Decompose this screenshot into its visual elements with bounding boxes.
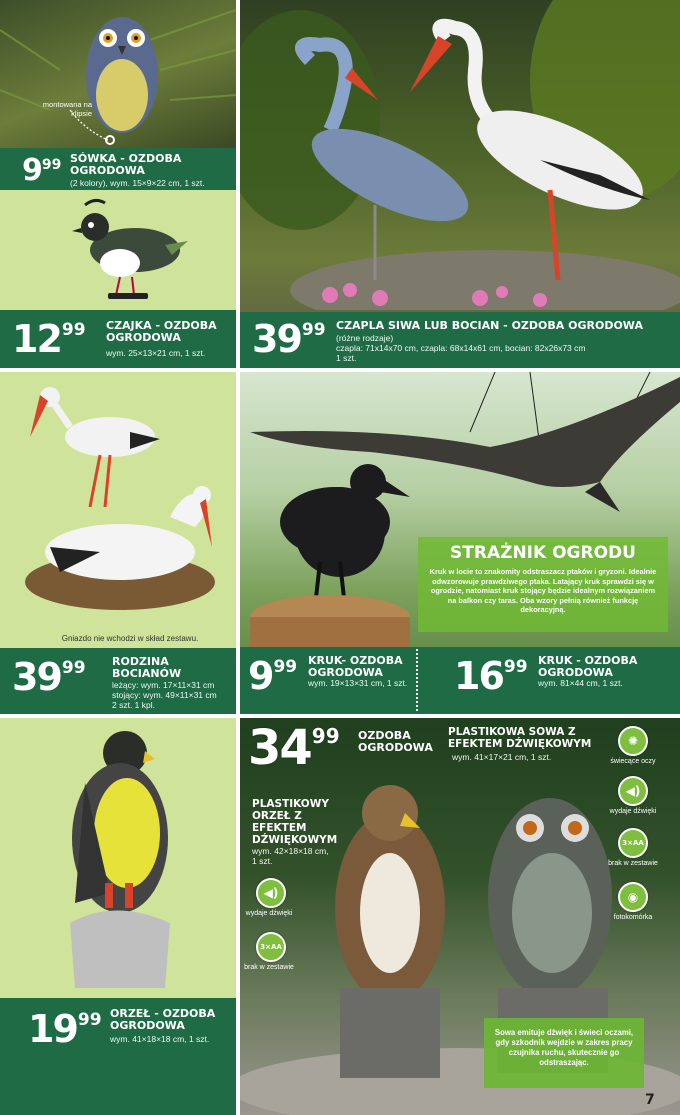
product-desc: wym. 41×18×18 cm, 1 szt. (110, 1034, 210, 1044)
price-band (0, 310, 236, 368)
product-title-crow: KRUK- OZDOBA OGRODOWA (308, 654, 403, 679)
price-main: 16 (454, 654, 503, 698)
price-main: 39 (12, 655, 61, 699)
product-desc-crow: wym. 19×13×31 cm, 1 szt. (308, 678, 408, 688)
price-cents: 99 (503, 657, 528, 677)
owl-title: PLASTIKOWA SOWA Z EFEKTEM DŹWIĘKOWYM (448, 726, 592, 750)
eagle-sound-qty: 1 szt. (252, 856, 273, 866)
price-main: 39 (252, 317, 301, 361)
price-cents: 99 (301, 320, 326, 340)
eagle-sound-label: wydaje dźwięki (245, 910, 293, 917)
owl-feature-label-photocell: fotokomórka (613, 914, 653, 921)
sound-note-text: Sowa emituje dźwięk i świeci oczami, gdy szkodnik wejdzie w zakres pracy czujnika ruchu, skutecznie go odstraszając. (494, 1028, 634, 1067)
product-desc-variants: (różne rodzaje) (336, 333, 394, 343)
product-desc: wym. 25×13×21 cm, 1 szt. (106, 348, 206, 358)
lapwing-image (60, 195, 190, 310)
product-title: CZAPLA SIWA LUB BOCIAN - OZDOBA OGRODOWA (336, 319, 643, 332)
price-band (0, 998, 236, 1115)
price-cents: 99 (311, 724, 340, 748)
eagle-sound-title: PLASTIKOWY ORZEŁ Z EFEKTEM DŹWIĘKOWYM (252, 798, 338, 846)
price-main: 19 (28, 1007, 77, 1051)
product-title: ORZEŁ - OZDOBA OGRODOWA (110, 1007, 216, 1032)
product-desc-lying: leżący: wym. 17×11×31 cm (112, 680, 215, 690)
product-title: OZDOBA OGRODOWA (358, 729, 433, 754)
product-title-crow-flying: KRUK - OZDOBA OGRODOWA (538, 654, 638, 679)
divider (416, 649, 418, 711)
owl-desc: wym. 41×17×21 cm, 1 szt. (452, 752, 552, 762)
price-cents: 99 (61, 658, 86, 678)
price-cents: 99 (61, 320, 86, 340)
eagle-battery-icon (256, 932, 286, 962)
guardian-heading: STRAŻNIK OGRODU (450, 543, 636, 563)
bulb-icon: ✺ (618, 726, 648, 756)
photocell-icon: ◉ (618, 882, 648, 912)
product-desc: (2 kolory), wym. 15×9×22 cm, 1 szt. (70, 178, 205, 188)
sound-note-box (484, 1018, 644, 1088)
price (252, 317, 326, 361)
product-desc-qty: 1 szt. (336, 353, 357, 363)
price-main: 34 (248, 720, 311, 776)
owl-feature-label-sound: wydaje dźwięki (609, 808, 657, 815)
eagle-battery-label: brak w zestawie (244, 964, 294, 971)
product-title: RODZINA BOCIANÓW (112, 655, 182, 680)
panel-heron-stork (240, 0, 680, 368)
battery-icon (618, 828, 648, 858)
product-title: CZAJKA - OZDOBA OGRODOWA (106, 319, 217, 344)
price-band (240, 647, 680, 714)
panel-stork-family (0, 372, 236, 714)
owl-feature-label-glow: świecące oczy (610, 758, 656, 765)
owl-small-image (0, 0, 236, 150)
eagle-sound-desc: wym. 42×18×18 cm, (252, 846, 329, 856)
stork-family-image (10, 377, 225, 627)
guardian-box (418, 537, 668, 632)
eagle-sound-icon: ◀) (256, 878, 286, 908)
product-desc-qty: 2 szt. 1 kpl. (112, 700, 155, 710)
price (22, 153, 62, 188)
nest-caption: Gniazdo nie wchodzi w skład zestawu. (61, 634, 199, 643)
price (248, 720, 340, 776)
owl-feature-label-battery: brak w zestawie (608, 860, 658, 867)
price-main: 9 (248, 654, 273, 698)
price (12, 317, 86, 361)
eagle-image (55, 723, 185, 998)
panel-crows (240, 372, 680, 714)
page-number: 7 (645, 1092, 655, 1108)
price-cents: 99 (77, 1010, 102, 1030)
price-crow (248, 654, 298, 698)
battery-text: 3×AA (260, 943, 282, 951)
panel-owl-small (0, 0, 236, 190)
price (12, 655, 86, 699)
price-band (240, 312, 680, 368)
price-crow-flying (454, 654, 528, 698)
product-desc-crow-flying: wym. 81×44 cm, 1 szt. (538, 678, 623, 688)
product-desc-sizes: czapla: 71x14x70 cm, czapla: 68x14x61 cm, bocian: 82x26x73 cm (336, 343, 586, 353)
battery-text: 3×AA (622, 839, 644, 847)
guardian-text: Kruk w locie to znakomity odstraszacz ptaków i gryzoni. Idealnie odwzorowuje prawdziwego ptaka. Latający kruk sprawdzi się w ogrodzie, natomiast kruk stojący będzie idealnym rozwiązaniem na balkon czy taras. Oba wzory pełnią również funkcję dekoracyjną. (429, 567, 657, 614)
price-band (0, 648, 236, 714)
product-desc-standing: stojący: wym. 49×11×31 cm (112, 690, 217, 700)
panel-eagle (0, 718, 236, 1115)
price-cents: 99 (41, 157, 62, 173)
price-main: 9 (22, 153, 41, 188)
panel-lapwing (0, 190, 236, 368)
price-band (0, 148, 236, 190)
sound-icon: ◀) (618, 776, 648, 806)
panel-sound-birds (240, 718, 680, 1115)
price-main: 12 (12, 317, 61, 361)
price-cents: 99 (273, 657, 298, 677)
product-title: SÓWKA - OZDOBA OGRODOWA (70, 152, 182, 177)
price (28, 1007, 102, 1051)
heron-stork-image (240, 0, 680, 310)
clip-callout: montowana na klipsie (42, 100, 92, 118)
